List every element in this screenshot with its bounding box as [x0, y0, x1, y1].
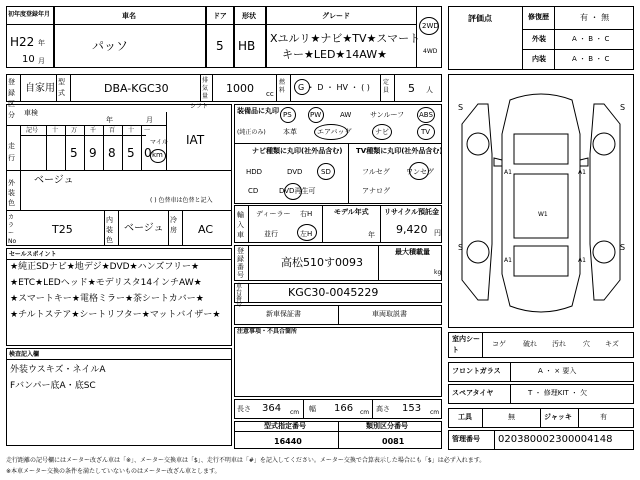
exterior-label: 外装 [532, 35, 546, 43]
inspector-notes-box [6, 348, 232, 446]
footer-line-1: 走行距離の記号欄にはメーター改ざん車は「※」、メーター交換車は「$」、走行不明車は「#」を記入してください。メーター交換で合算表示した場合にも「$」は必ず入れます。 [6, 457, 486, 464]
drive-4wd: 4WD [423, 48, 438, 55]
footer-line-2: ※本車メーター交換の条件を満たしていないものはメーター改ざん車とします。 [6, 468, 221, 475]
model-year-unit: 年 [368, 231, 375, 239]
equip-aw: AW [340, 111, 352, 119]
tv-type-title: TV種類に丸印(社外品含む) [356, 147, 443, 155]
equip-leather: 本革 [283, 128, 297, 136]
glass-label: フロントガラス [452, 367, 501, 375]
door-value: 5 [216, 39, 224, 53]
ac-label: 冷房 [170, 216, 177, 234]
sales-points-label: セールスポイント [9, 251, 57, 258]
reg-type-value: 自家用 [25, 83, 55, 94]
displacement-unit: cc [266, 90, 274, 98]
tv-analog: アナログ [362, 187, 390, 195]
tools-value: 無 [508, 413, 515, 421]
mh-6: 一 [144, 127, 151, 134]
mh-4: 百 [109, 127, 116, 134]
equip-ps: PS [283, 111, 292, 119]
max-load-label: 最大積載量 [395, 248, 430, 256]
nav-sd: SD [321, 168, 331, 176]
width-unit: cm [360, 409, 370, 416]
model-year-label: モデル年式 [334, 208, 369, 216]
mh-1: 十 [52, 127, 59, 134]
import-parallel: 並行 [264, 230, 278, 238]
mh-5: 十 [128, 127, 135, 134]
first-reg-year: H22 [10, 35, 35, 49]
mileage-digit-1: 5 [70, 146, 78, 160]
seat-dirt: 汚れ [552, 340, 566, 348]
height-value: 153 [402, 403, 422, 414]
sales-line-1: ★純正SDナビ★地デジ★DVD★ハンズフリー★ [10, 262, 200, 272]
import-dealer: ディーラー [256, 210, 291, 218]
s-mark-1: S [458, 103, 464, 112]
class-label: 類別区分番号 [366, 422, 408, 430]
glass-value: A ・ × 要入 [538, 367, 577, 375]
seat-tear: 破れ [523, 340, 537, 348]
grade-line2: キー★LED★14AW★ [282, 48, 387, 61]
exterior-color-value: ベージュ [34, 175, 74, 186]
mh-0: 記号 [26, 127, 39, 134]
grade-label: グレード [322, 12, 350, 20]
mileage-unit-mile: マイル [150, 139, 168, 146]
chassis-value: KGC30-0045229 [288, 286, 379, 299]
import-label: 輸入車 [237, 211, 244, 239]
ac-value: AC [198, 223, 214, 236]
nav-dvd: DVD [287, 168, 303, 176]
s-mark-3: S [458, 243, 464, 252]
grade-line1: Xユルリ★ナビ★TV★スマート [270, 32, 421, 45]
inspector-notes-label: 検査記入欄 [9, 351, 40, 358]
shift-label: シフト [190, 103, 209, 110]
door-label: ドア [213, 12, 227, 20]
equip-airbag: エアバッグ [317, 128, 352, 136]
jack-label: ジャッキ [544, 413, 572, 421]
nav-hdd: HDD [246, 168, 263, 176]
chassis-label: 車台番号 [236, 283, 243, 308]
first-reg-label: 初年度登録年月 [8, 11, 51, 18]
type-spec-label: 型式指定番号 [264, 422, 306, 430]
notes-box [234, 327, 442, 397]
shape-value: HB [238, 39, 256, 53]
equipment-title: 装備品に丸印 [237, 107, 279, 115]
inspection-label: 車検 [24, 109, 38, 117]
model-label: 型式 [58, 78, 65, 97]
mh-2: 万 [71, 127, 78, 134]
reg-type-label: 登録区分 [8, 78, 15, 119]
recycle-label: リサイクル預託金 [384, 208, 440, 216]
max-load-unit: kg [434, 269, 442, 276]
month-unit: 月 [38, 57, 45, 65]
tv-fullseg: フルセグ [362, 168, 390, 176]
interior-color-value: ベージュ [124, 223, 164, 234]
height-label: 高さ [376, 405, 390, 413]
capacity-value: 5 [408, 82, 415, 95]
score-label: 評価点 [468, 14, 492, 23]
tools-label: 工具 [458, 413, 472, 421]
shape-label: 形状 [242, 12, 256, 20]
capacity-unit: 人 [426, 86, 433, 94]
color-no-value: T25 [52, 223, 73, 236]
year-unit: 年 [38, 39, 45, 47]
equip-pw: PW [310, 111, 322, 119]
inspection-month-unit: 月 [146, 116, 153, 124]
length-label: 長さ [237, 405, 251, 413]
seat-burn: コゲ [492, 340, 506, 348]
fuel-label: 燃料 [279, 79, 286, 94]
sales-line-4: ★チルトステア★シートリフター★マットバイザー★ [10, 310, 221, 320]
manual-label: 車両取説書 [372, 310, 407, 318]
reg-number-label: 登録番号 [237, 247, 244, 279]
height-unit: cm [430, 409, 440, 416]
equip-nav: ナビ [375, 128, 389, 136]
shift-value: IAT [186, 133, 205, 147]
capacity-label: 定員 [383, 79, 390, 94]
equip-abs: ABS [419, 111, 433, 119]
nav-type-title: ナビ種類に丸印(社外品含む) [252, 147, 343, 155]
inspector-line-2: Fバンパー底A・底SC [10, 381, 96, 391]
model-value: DBA-KGC30 [104, 82, 169, 95]
color-no-label: カラーNo [8, 214, 17, 245]
car-name: パッソ [92, 39, 129, 53]
color-change-note: ( ) 色替車は色替と記入 [150, 197, 213, 204]
car-diagram [448, 74, 634, 328]
recycle-unit: 円 [434, 229, 441, 237]
exterior-options: A ・ B ・ C [572, 35, 610, 43]
seat-hole: 穴 [583, 340, 590, 348]
length-value: 364 [262, 403, 282, 414]
length-unit: cm [290, 409, 300, 416]
s-mark-2: S [620, 103, 626, 112]
damage-mark-5: W1 [538, 211, 548, 218]
mgmt-value: 020380002300004148 [498, 434, 613, 445]
inspector-line-1: 外装ウスキズ・ネイルA [10, 365, 106, 375]
equip-sunroof: サンルーフ [370, 111, 405, 119]
width-value: 166 [334, 403, 354, 414]
fuel-g-circle [294, 79, 310, 95]
spare-value: T ・ 修理KIT ・ 欠 [528, 389, 588, 397]
mileage-unit-km: km [152, 151, 163, 159]
mileage-digit-3: 8 [108, 146, 116, 160]
mileage-digit-5: 0 [144, 146, 152, 160]
damage-mark-3: A1 [504, 257, 512, 264]
left-handle: 左H [300, 230, 313, 238]
seat-label: 室内シート [452, 335, 480, 354]
sales-line-3: ★スマートキー★電格ミラー★茶シートカバー★ [10, 294, 204, 304]
exterior-color-label: 外装色 [8, 179, 15, 207]
notes-label: 注意事項・不具合箇所 [237, 328, 298, 335]
drive-2wd: 2WD [422, 22, 439, 30]
mileage-digit-4: 5 [127, 146, 135, 160]
right-handle: 右H [300, 210, 313, 218]
interior-label: 内装 [532, 55, 546, 63]
class-value: 0081 [382, 437, 405, 446]
s-mark-4: S [620, 243, 626, 252]
inspection-year-unit: 年 [106, 116, 113, 124]
spare-label: スペアタイヤ [452, 389, 494, 397]
displacement-label: 排気量 [202, 77, 209, 100]
nav-cd: CD [248, 187, 259, 195]
reg-number-value: 高松510す0093 [281, 256, 363, 269]
fuel-options: G ・ D ・ HV ・ ( ) [298, 83, 370, 92]
jack-value: 有 [600, 413, 607, 421]
mileage-digit-2: 9 [89, 146, 97, 160]
seat-scratch: キズ [605, 340, 619, 348]
first-reg-month: 10 [22, 54, 35, 65]
mileage-label: 走行 [8, 142, 15, 162]
recycle-value: 9,420 [396, 223, 428, 236]
width-label: 幅 [309, 405, 316, 413]
displacement-value: 1000 [226, 82, 254, 95]
equipment-subtitle: (純正のみ) [237, 129, 266, 136]
damage-mark-4: A1 [578, 257, 586, 264]
sales-line-2: ★ETC★LEDヘッド★モデリスタ14インチAW★ [10, 278, 202, 288]
mh-3: 千 [90, 127, 97, 134]
reg-row [6, 74, 442, 102]
interior-options: A ・ B ・ C [572, 55, 610, 63]
warranty-label: 新車保証書 [266, 310, 301, 318]
interior-color-label: 内装色 [106, 216, 113, 244]
damage-mark-1: A1 [504, 169, 512, 176]
equip-tv: TV [421, 128, 431, 136]
tv-oneseg: ワンセグ [406, 168, 434, 176]
repair-options: 有 ・ 無 [580, 13, 610, 22]
type-spec-value: 16440 [274, 437, 302, 446]
nav-dvd-play: DVD再生可 [279, 187, 316, 195]
damage-mark-2: A1 [578, 169, 586, 176]
repair-label: 修復歴 [528, 13, 549, 21]
car-name-label: 車名 [122, 12, 136, 20]
mgmt-label: 管理番号 [452, 435, 480, 443]
